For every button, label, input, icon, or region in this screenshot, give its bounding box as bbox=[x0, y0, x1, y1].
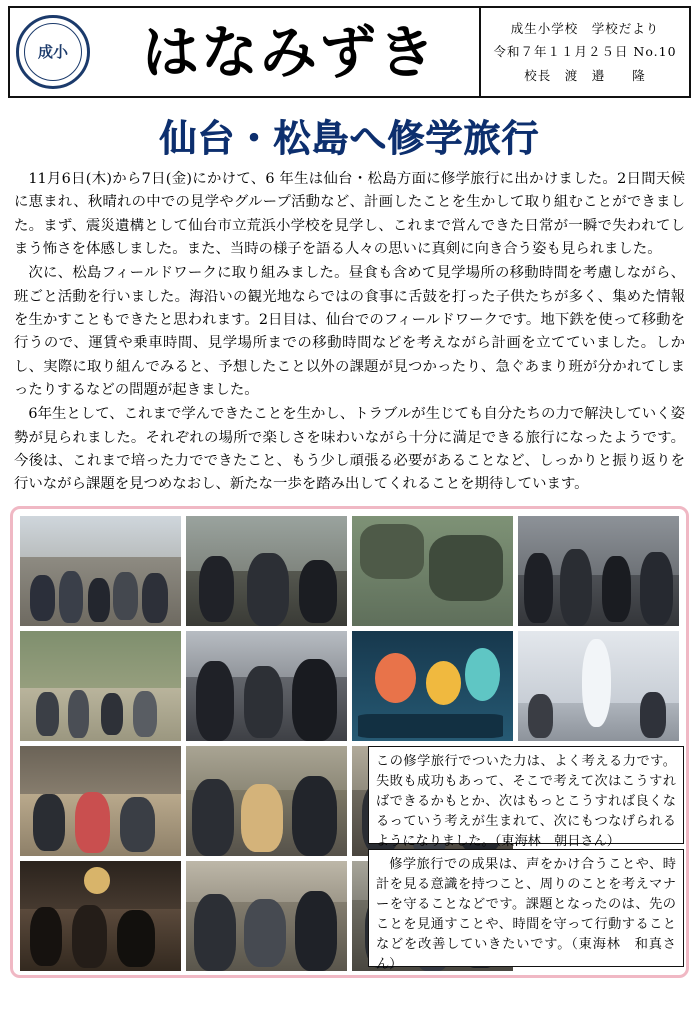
issue-date: 令和７年１１月２５日 No.10 bbox=[493, 44, 677, 60]
issue-principal: 校長 渡 邉 隆 bbox=[524, 67, 646, 83]
photo-item bbox=[186, 746, 347, 856]
photo-item bbox=[186, 631, 347, 741]
student-comment-box bbox=[368, 746, 684, 849]
photo-item bbox=[20, 631, 181, 741]
article-body bbox=[14, 168, 685, 497]
issue-info bbox=[479, 8, 689, 96]
student-comment-box bbox=[368, 849, 684, 972]
school-crest bbox=[10, 8, 96, 96]
article-paragraph-3: 6年生として、これまで学んできたことを生かし、トラブルが生じても自分たちの力で解決していく姿勢が見られました。それぞれの場所で楽しさを味わいながら十分に満足できる旅行になったようです。今後は、これまで培った力でできたこと、もう少し頑張る必要があることなど、しっかりと振り返りを行いながら課題を見つめなおし、新たな一歩を踏み出してくれることを期待しています。 bbox=[14, 406, 685, 493]
title-area bbox=[96, 8, 479, 96]
photo-gallery bbox=[10, 506, 689, 978]
photo-item bbox=[20, 861, 181, 971]
newsletter-page bbox=[0, 6, 699, 1030]
crest-label: 成小 bbox=[37, 42, 68, 61]
issue-school: 成生小学校 学校だより bbox=[510, 21, 660, 37]
photo-item bbox=[186, 516, 347, 626]
photo-item bbox=[352, 516, 513, 626]
crest-circle-icon bbox=[16, 15, 90, 89]
photo-item bbox=[518, 631, 679, 741]
article-paragraph-2: 次に、松島フィールドワークに取り組みました。昼食も含めて見学場所の移動時間を考慮しながら、班ごと活動を行いました。海沿いの観光地ならではの食事に舌鼓を打った子供たちが多く、集めた情報を生かすこともできたと思われます。2日目は、仙台でのフィールドワークです。地下鉄を使って移動を行うので、運賃や乗車時間、見学場所までの移動時間などを考えながら計画を立てていました。しかし、実際に取り組んでみると、予想したこと以外の課題が見つかったり、急ぐあまり班が分かれてしまったりするなどの問題が起きました。 bbox=[14, 265, 685, 398]
photo-item bbox=[518, 516, 679, 626]
student-comment-text: 修学旅行での成果は、声をかけ合うことや、時計を見る意識を持つこと、周りのことを考えマナーを守ることなどです。課題となったのは、先のことを見通すことや、時間を守って行動することなどを改善していきたいです。（東海林 和真さん） bbox=[376, 856, 676, 972]
photo-item bbox=[186, 861, 347, 971]
photo-item bbox=[352, 631, 513, 741]
page-title: はなみずき bbox=[142, 18, 437, 86]
student-comment-text: この修学旅行でついた力は、よく考える力です。失敗も成功もあって、そこで考えて次はこうすればできるかもとか、次はもっとこうすれば良くなるっていう考えが生まれて、次にもつなげられるようになりました。（東海林 朝日さん） bbox=[376, 753, 676, 849]
article-headline: 仙台・松島へ修学旅行 bbox=[159, 116, 540, 160]
article-paragraph-1: 11月6日(木)から7日(金)にかけて、6 年生は仙台・松島方面に修学旅行に出かけました。2日間天候に恵まれ、秋晴れの中での見学やグループ活動など、計画したことを生かして取り組むことができました。まず、震災遺構として仙台市立荒浜小学校を見学し、これまで営んできた日常が一瞬で失われてしまう怖さを体感しました。また、当時の様子を語る人々の思いに真剣に向き合う姿も見られました。 bbox=[14, 171, 685, 257]
masthead bbox=[8, 6, 691, 98]
photo-item bbox=[20, 516, 181, 626]
photo-item bbox=[20, 746, 181, 856]
